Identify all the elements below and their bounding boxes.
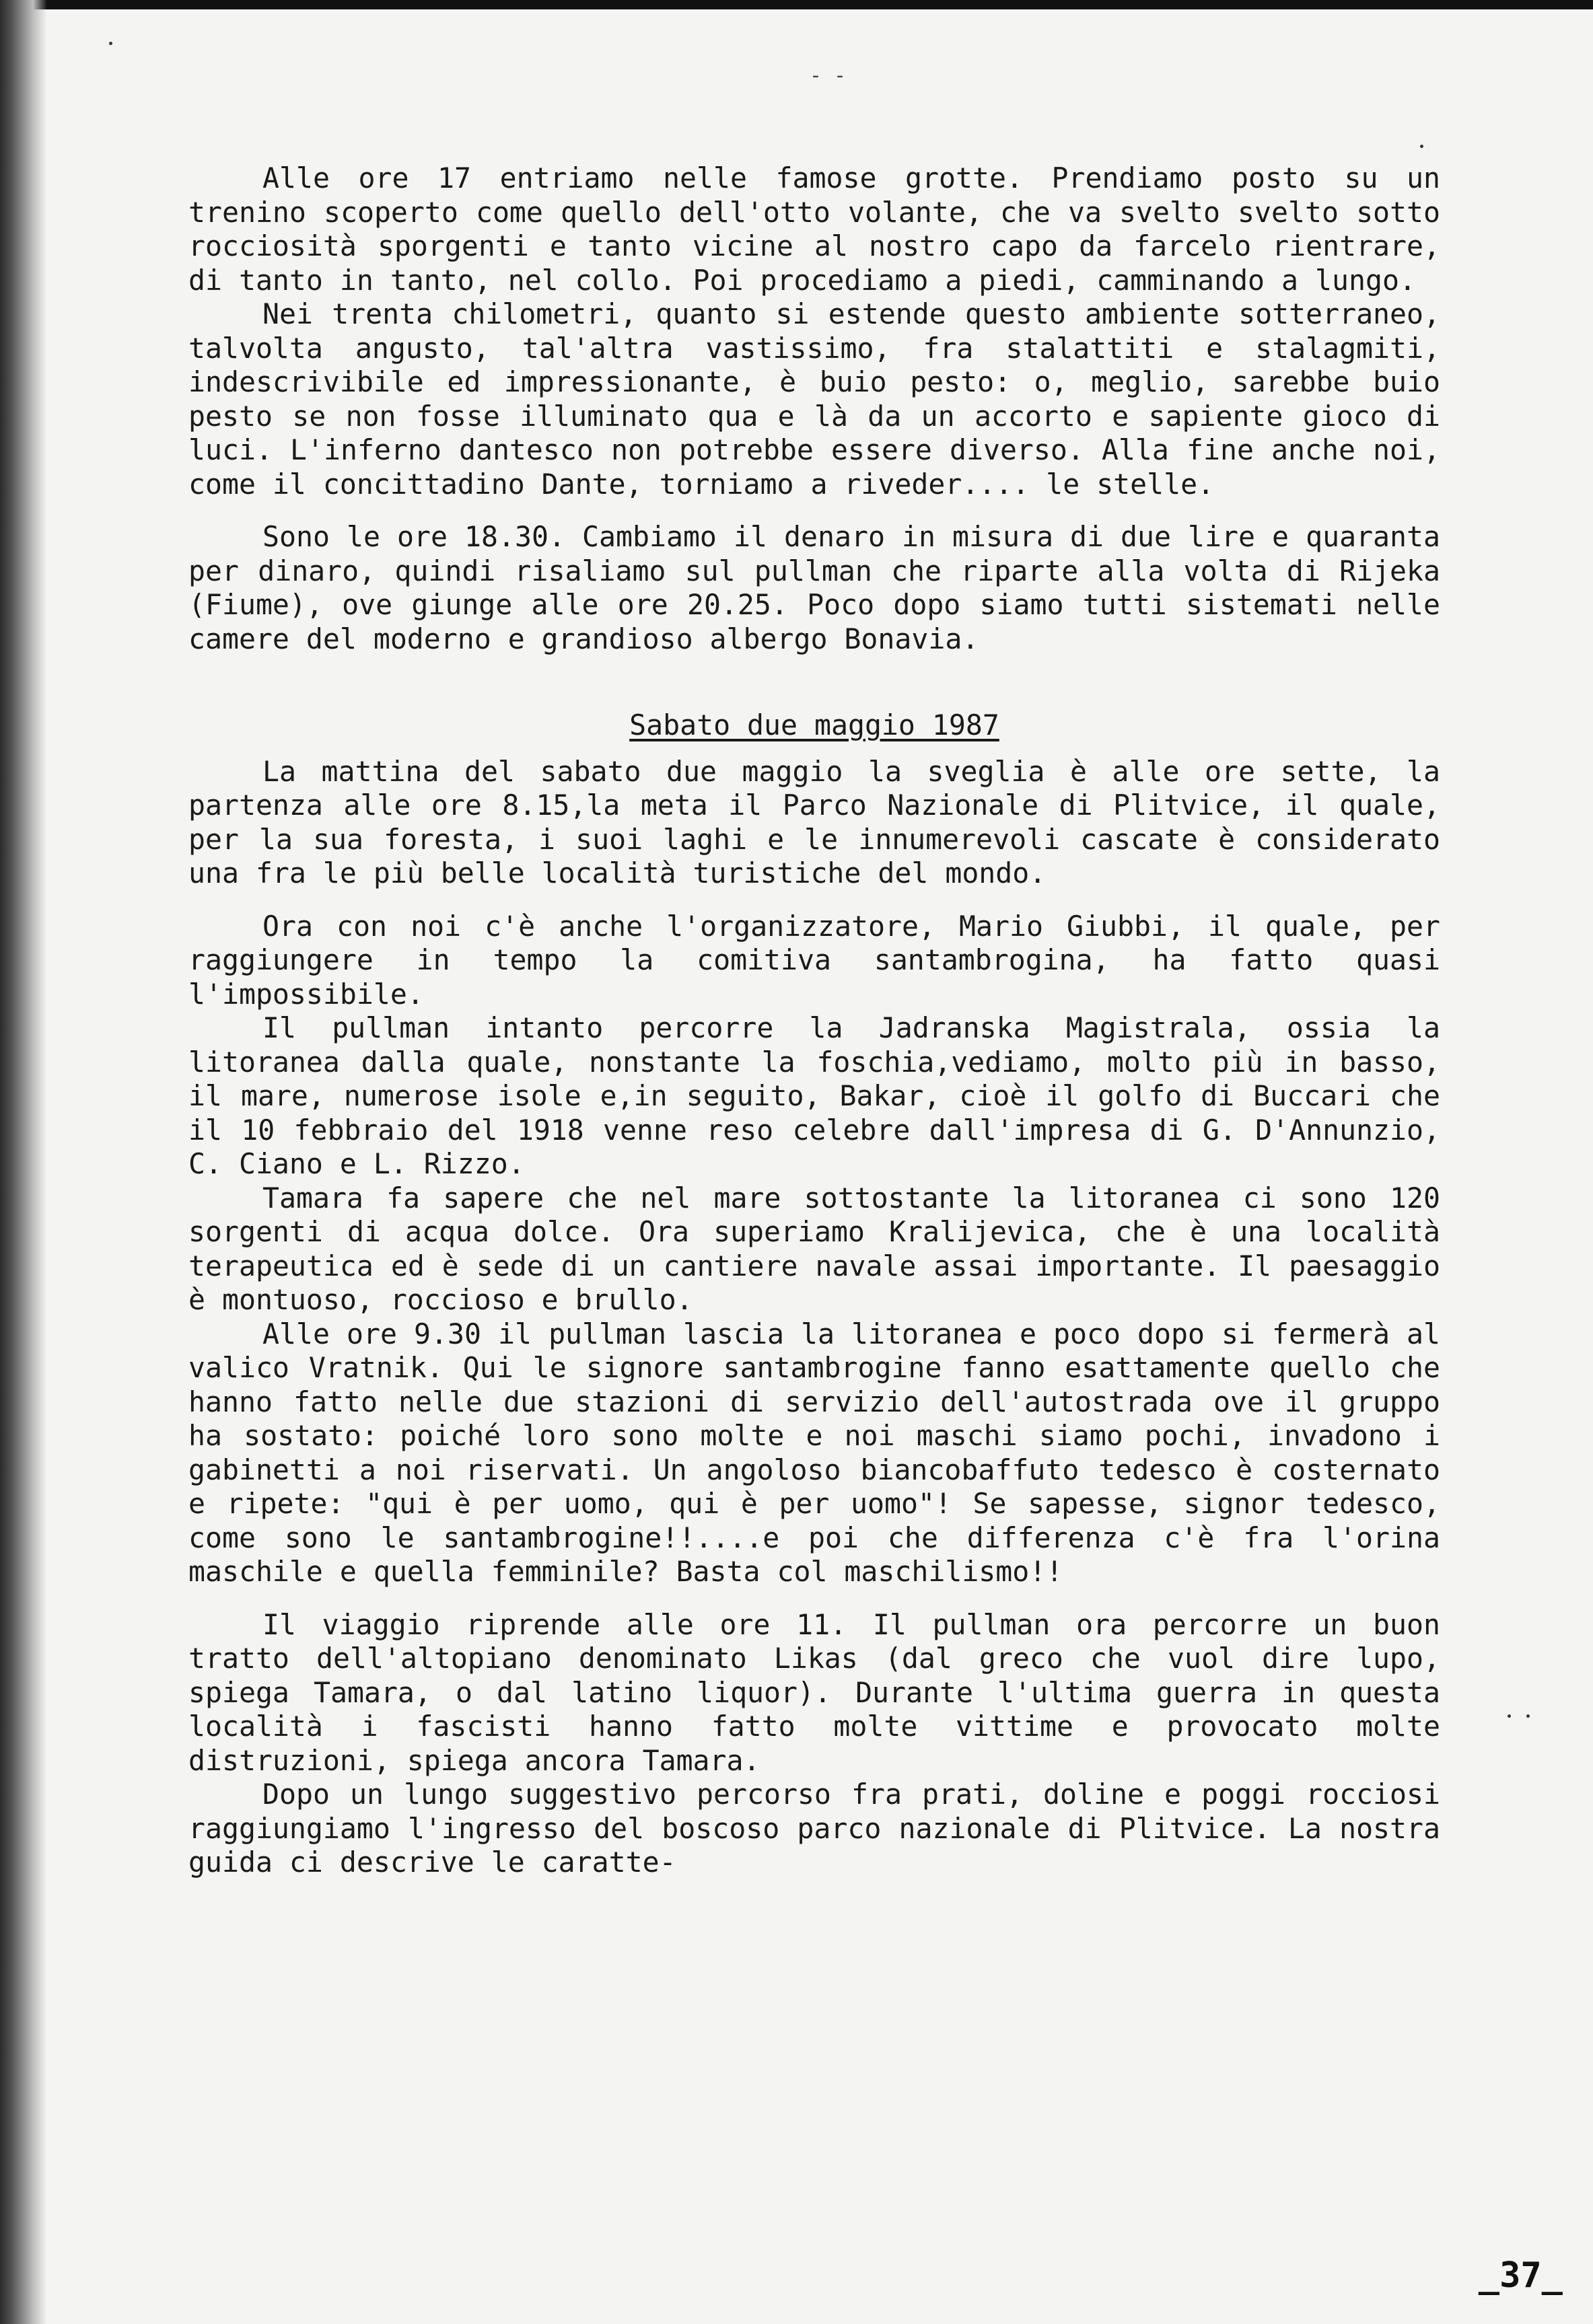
- paragraph-valico: Alle ore 9.30 il pullman lascia la litoranea e poco dopo si fermerà al valico Vratnik. Qui le signore santambrogine fanno esattamente quello che hanno fatto nelle due stazioni di servizio dell'autostrada ove il gruppo ha sostato: poiché loro sono molte e noi maschi siamo pochi, invadono i gabinetti a noi riservati. Un angoloso biancobaffuto tedesco è costernato e ripete: "qui è per uomo, qui è per uomo"! Se sapesse, signor tedesco, come sono le santambrogine!!....e poi che differenza c'è fra l'orina maschile e quella femminile? Basta col maschilismo!!: [188, 1317, 1440, 1588]
- paragraph-plitvice: Dopo un lungo suggestivo percorso fra prati, doline e poggi rocciosi raggiungiamo l'ingresso del boscoso parco nazionale di Plitvice. La nostra guida ci descrive le caratte-: [188, 1778, 1440, 1879]
- scan-speck: [1420, 145, 1423, 148]
- page-body: [188, 161, 1440, 1880]
- page-number: _37_: [1478, 2255, 1563, 2296]
- paragraph-organizzatore: Ora con noi c'è anche l'organizzatore, Mario Giubbi, il quale, per raggiungere in tempo la comitiva santambrogina, ha fatto quasi l'impossibile.: [188, 909, 1440, 1011]
- scan-speck: [1508, 1714, 1511, 1718]
- paragraph-sorgenti: Tamara fa sapere che nel mare sottostante la litoranea ci sono 120 sorgenti di acqua dolce. Ora superiamo Kralijevica, che è una località terapeutica ed è sede di un cantiere navale assai importante. Il paesaggio è montuoso, roccioso e brullo.: [188, 1181, 1440, 1316]
- section-heading: Sabato due maggio 1987: [629, 709, 999, 741]
- paragraph-grotte: Alle ore 17 entriamo nelle famose grotte. Prendiamo posto su un trenino scoperto come quello dell'otto volante, che va svelto svelto sotto rocciosità sporgenti e tanto vicine al nostro capo da farcelo rientrare, di tanto in tanto, nel collo. Poi procediamo a piedi, camminando a lungo.: [188, 161, 1440, 297]
- paragraph-cambio: Sono le ore 18.30. Cambiamo il denaro in misura di due lire e quaranta per dinaro, quindi risaliamo sul pullman che riparte alla volta di Rijeka (Fiume), ove giunge alle ore 20.25. Poco dopo siamo tutti sistemati nelle camere del moderno e grandioso albergo Bonavia.: [188, 520, 1440, 655]
- paragraph-partenza: La mattina del sabato due maggio la sveglia è alle ore sette, la partenza alle ore 8.15,la meta il Parco Nazionale di Plitvice, il quale, per la sua foresta, i suoi laghi e le innumerevoli cascate è considerato una fra le più belle località turistiche del mondo.: [188, 754, 1440, 889]
- scan-speck: [109, 42, 112, 45]
- page-top-edge: [0, 0, 1593, 9]
- scan-speck: [1526, 1714, 1530, 1718]
- header-mark: - -: [809, 64, 847, 87]
- paragraph-viaggio: Il viaggio riprende alle ore 11. Il pullman ora percorre un buon tratto dell'altopiano denominato Likas (dal greco che vuol dire lupo, spiega Tamara, o dal latino liquor). Durante l'ultima guerra in questa località i fascisti hanno fatto molte vittime e provocato molte distruzioni, spiega ancora Tamara.: [188, 1607, 1440, 1777]
- binding-shadow: [0, 0, 47, 2324]
- paragraph-sotterraneo: Nei trenta chilometri, quanto si estende questo ambiente sotterraneo, talvolta angusto, tal'altra vastissimo, fra stalattiti e stalagmiti, indescrivibile ed impressionante, è buio pesto: o, meglio, sarebbe buio pesto se non fosse illuminato qua e là da un accorto e sapiente gioco di luci. L'inferno dantesco non potrebbe essere diverso. Alla fine anche noi, come il concittadino Dante, torniamo a riveder.... le stelle.: [188, 297, 1440, 501]
- paragraph-litoranea: Il pullman intanto percorre la Jadranska Magistrala, ossia la litoranea dalla quale, nonstante la foschia,vediamo, molto più in basso, il mare, numerose isole e,in seguito, Bakar, cioè il golfo di Buccari che il 10 febbraio del 1918 venne reso celebre dall'impresa di G. D'Annunzio, C. Ciano e L. Rizzo.: [188, 1011, 1440, 1180]
